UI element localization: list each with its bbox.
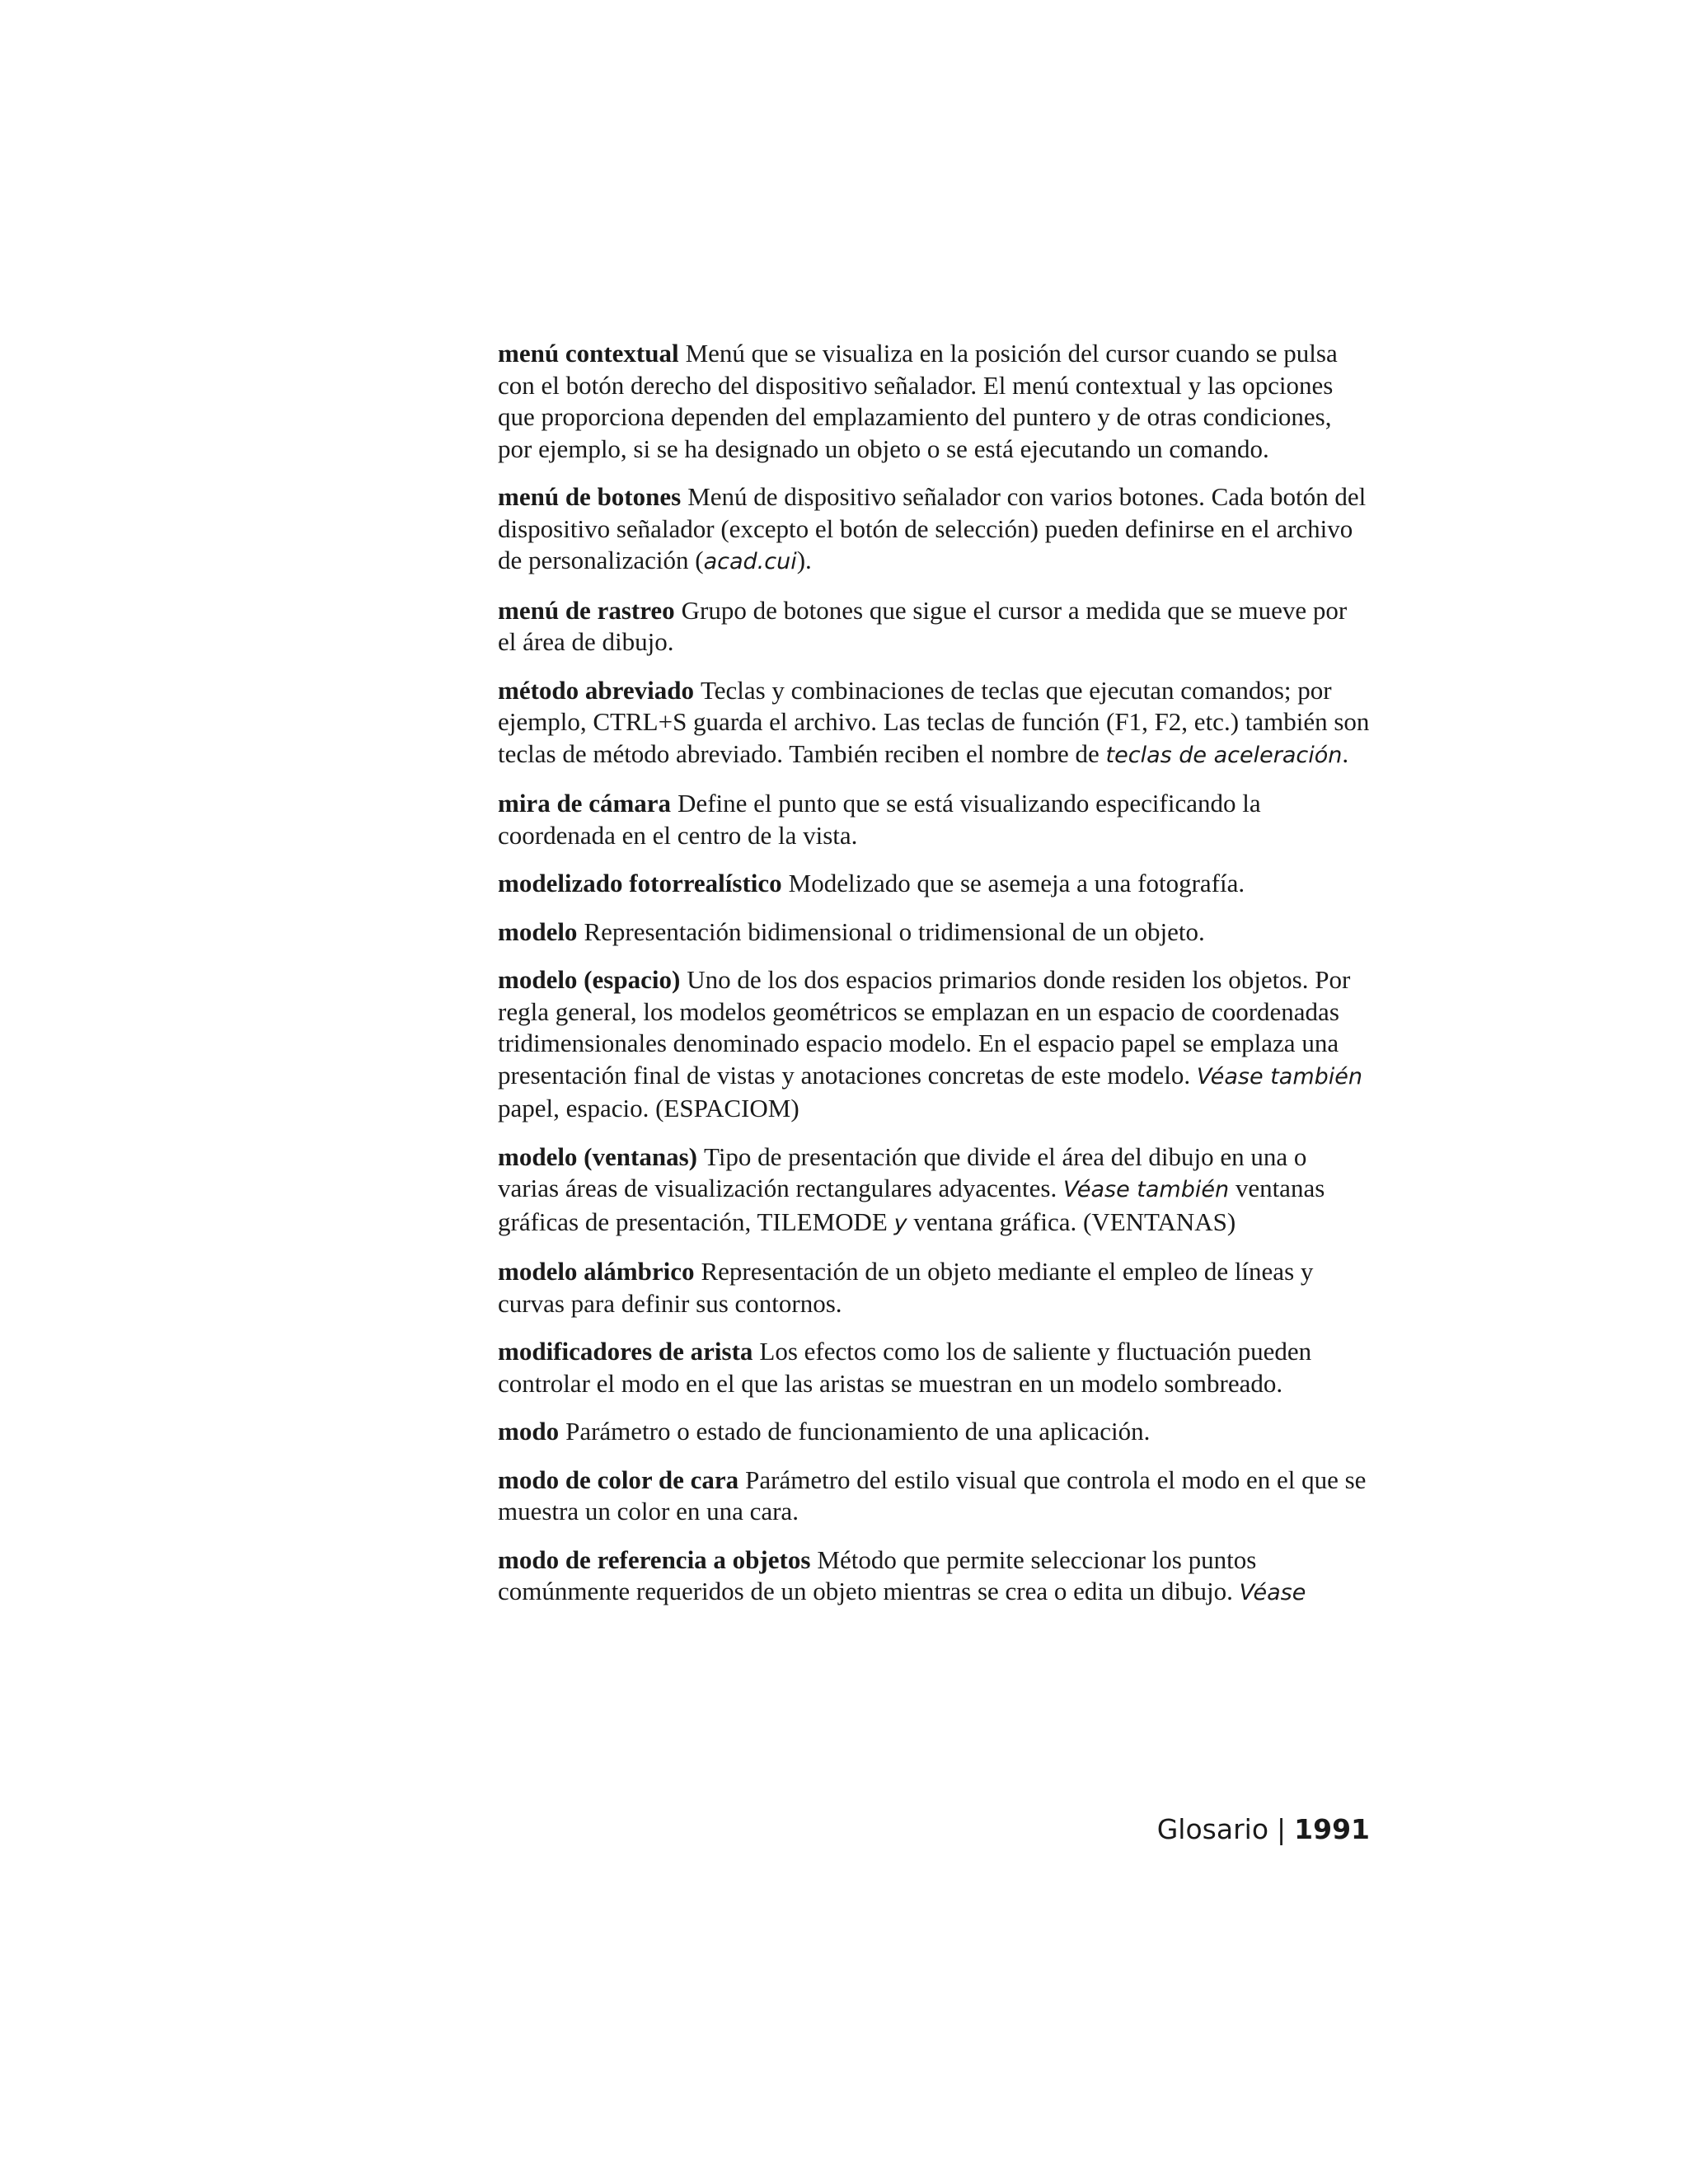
glossary-term: menú de rastreo — [498, 595, 675, 625]
footer-separator: | — [1277, 1813, 1287, 1845]
glossary-list — [498, 338, 1372, 1626]
glossary-term: modelo alámbrico — [498, 1257, 695, 1286]
definition-text: Método que permite seleccionar los puntos comúnmente requeridos de un objeto mientras se crea o edita un dibujo. — [498, 1544, 1257, 1605]
glossary-term: método abreviado — [498, 675, 694, 705]
definition-italic: Véase también — [1062, 1177, 1230, 1202]
glossary-term: modelo (espacio) — [498, 965, 681, 994]
glossary-term: modo de referencia a objetos — [498, 1544, 811, 1574]
definition-text: Menú que se visualiza en la posición del cursor cuando se pulsa con el botón derecho del dispositivo señalador. El menú contextual y las opciones que proporciona dependen del emplazamiento del puntero y de otras condiciones, por ejemplo, si se ha designado un objeto o se está ejecutando un comando. — [498, 339, 1338, 463]
glossary-entry — [498, 481, 1372, 579]
definition-text: Los efectos como los de saliente y fluctuación pueden controlar el modo en el que las aristas se muestran en un modelo sombreado. — [498, 1337, 1312, 1398]
glossary-term: modelizado fotorrealístico — [498, 869, 782, 898]
glossary-entry — [498, 338, 1372, 465]
glossary-term: modo — [498, 1417, 560, 1446]
glossary-term: modelo (ventanas) — [498, 1141, 697, 1171]
definition-text: papel, espacio. (ESPACIOM) — [498, 1094, 799, 1122]
glossary-entry — [498, 1416, 1372, 1448]
glossary-entry — [498, 1256, 1372, 1319]
definition-text: Grupo de botones que sigue el cursor a medida que se mueve por el área de dibujo. — [498, 595, 1348, 656]
footer-section-label: Glosario — [1156, 1813, 1269, 1845]
definition-text: ventanas gráficas de presentación, TILEMODE — [498, 1174, 1325, 1236]
definition-text: Tipo de presentación que divide el área del dibujo en una o varias áreas de visualización rectangulares adyacentes. — [498, 1141, 1307, 1202]
glossary-entry — [498, 1336, 1372, 1399]
definition-text: ). — [796, 546, 812, 574]
glossary-entry — [498, 1544, 1372, 1610]
definition-italic: teclas de aceleración — [1105, 742, 1343, 768]
glossary-term: modificadores de arista — [498, 1337, 753, 1366]
definition-text: Menú de dispositivo señalador con varios botones. Cada botón del dispositivo señalador (excepto el botón de selección) pueden definirse en el archivo de personalización ( — [498, 482, 1367, 574]
definition-italic: Véase también — [1196, 1063, 1362, 1090]
definition-italic: y — [893, 1210, 907, 1236]
definition-text: Representación bidimensional o tridimensional de un objeto. — [584, 916, 1205, 946]
definition-text: Define el punto que se está visualizando especificando la coordenada en el centro de la vista. — [498, 789, 1261, 850]
page-number: 1991 — [1294, 1813, 1370, 1845]
glossary-term: menú de botones — [498, 482, 682, 511]
glossary-term: menú contextual — [498, 339, 679, 368]
glossary-entry — [498, 675, 1372, 772]
glossary-entry — [498, 595, 1372, 658]
definition-text: Parámetro del estilo visual que controla el modo en el que se muestra un color en una cara. — [498, 1465, 1367, 1526]
definition-text: ventana gráfica. (VENTANAS) — [907, 1207, 1236, 1236]
glossary-entry — [498, 1465, 1372, 1528]
glossary-entry — [498, 788, 1372, 851]
definition-text: Uno de los dos espacios primarios donde residen los objetos. Por regla general, los modelos geométricos se emplazan en un espacio de coordenadas tridimensionales denominado espacio modelo. En el espacio papel se emplaza una presentación final de vistas y anotaciones concretas de este modelo. — [498, 965, 1351, 1090]
glossary-entry — [498, 916, 1372, 949]
definition-italic: Véase — [1239, 1580, 1306, 1605]
definition-text: Teclas y combinaciones de teclas que ejecutan comandos; por ejemplo, CTRL+S guarda el archivo. Las teclas de función (F1, F2, etc.) también son teclas de método abreviado. También reciben el nombre de — [498, 675, 1370, 768]
definition-italic: acad.cui — [703, 549, 797, 574]
definition-text: . — [1342, 738, 1349, 768]
page-footer — [1157, 1813, 1370, 1845]
glossary-term: mira de cámara — [498, 789, 672, 818]
definition-text: Representación de un objeto mediante el empleo de líneas y curvas para definir sus contornos. — [498, 1257, 1314, 1318]
glossary-term: modo de color de cara — [498, 1465, 739, 1494]
glossary-entry — [498, 1141, 1372, 1240]
glossary-entry — [498, 964, 1372, 1125]
glossary-term: modelo — [498, 916, 578, 946]
glossary-entry — [498, 868, 1372, 900]
definition-text: Parámetro o estado de funcionamiento de una aplicación. — [565, 1417, 1151, 1446]
definition-text: Modelizado que se asemeja a una fotografía. — [788, 869, 1245, 898]
